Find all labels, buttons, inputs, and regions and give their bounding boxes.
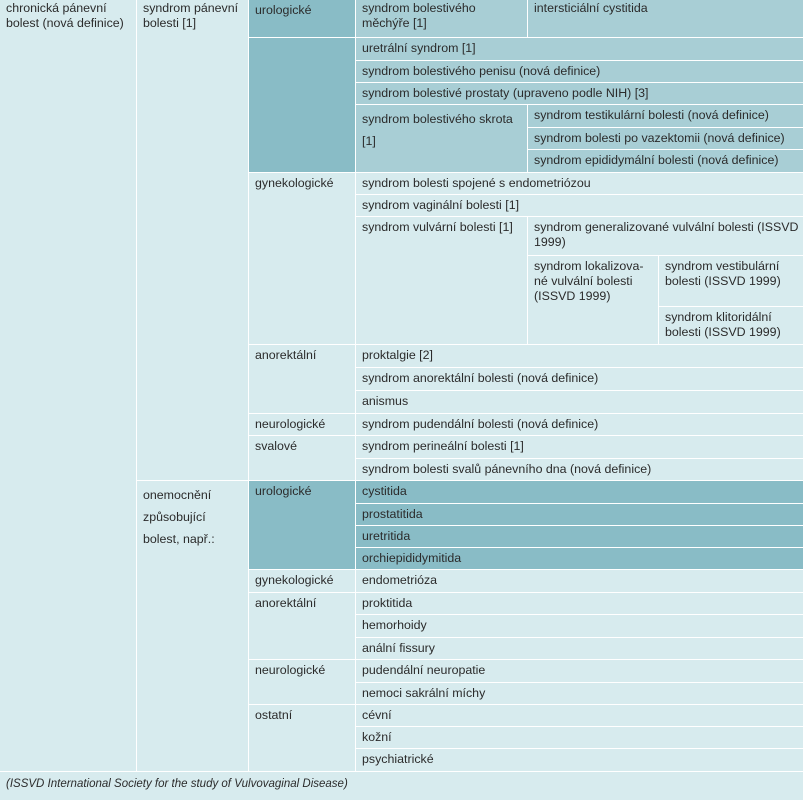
col1-cell: chronická pánevní bolest (nová definice) bbox=[0, 0, 137, 772]
bolestiveho-skrota-cell: syndrom bolestivého skrota [1] bbox=[356, 105, 528, 173]
bolestiveho-penisu-cell: syndrom bolestivého penisu (nová definice) bbox=[356, 61, 804, 83]
po-vazektomii-cell: syndrom bolesti po vazektomii (nová definice) bbox=[528, 128, 804, 150]
anorektalni-label-2: anorektální bbox=[249, 593, 356, 660]
bolestive-prostaty-cell: syndrom bolestivé prostaty (upraveno podle NIH) [3] bbox=[356, 83, 804, 105]
lokalizovane-vulvalni-cell: syndrom lokalizova-né vulvální bolesti (ISSVD 1999) bbox=[528, 256, 659, 345]
bolestiveho-mechyre-cell: syndrom bolestivého měchýře [1] bbox=[356, 0, 528, 38]
prostatitida-cell: prostatitida bbox=[356, 504, 804, 526]
anorektalni-bolesti-cell: syndrom anorektální bolesti (nová definice) bbox=[356, 368, 804, 391]
svalove-label: svalové bbox=[249, 436, 356, 481]
proktitida-cell: proktitida bbox=[356, 593, 804, 615]
pudendalni-bolesti-cell: syndrom pudendální bolesti (nová definice) bbox=[356, 414, 804, 436]
anorektalni-label: anorektální bbox=[249, 345, 356, 414]
proktalgie-cell: proktalgie [2] bbox=[356, 345, 804, 368]
vestibularni-bolesti-cell: syndrom vestibulární bolesti (ISSVD 1999) bbox=[659, 256, 804, 307]
orchiepididymitida-cell: orchiepididymitida bbox=[356, 548, 804, 570]
klitoridalni-bolesti-cell: syndrom klitoridální bolesti (ISSVD 1999) bbox=[659, 307, 804, 345]
footnote: (ISSVD International Society for the study of Vulvovaginal Disease) bbox=[0, 772, 804, 800]
epididymalni-bolesti-cell: syndrom epididymální bolesti (nová definice) bbox=[528, 150, 804, 173]
neurologicke-label-2: neurologické bbox=[249, 660, 356, 705]
urologicke-fill bbox=[249, 38, 356, 173]
psychiatricke-cell: psychiatrické bbox=[356, 749, 804, 772]
svalu-panevniho-dna-cell: syndrom bolesti svalů pánevního dna (nová definice) bbox=[356, 459, 804, 481]
uretritida-cell: uretritida bbox=[356, 526, 804, 548]
endometriozou-cell: syndrom bolesti spojené s endometriózou bbox=[356, 173, 804, 195]
kozni-cell: kožní bbox=[356, 727, 804, 749]
intersticialni-cystitida-cell: intersticiální cystitida bbox=[528, 0, 804, 38]
perinealni-bolesti-cell: syndrom perineální bolesti [1] bbox=[356, 436, 804, 459]
vaginalni-bolesti-cell: syndrom vaginální bolesti [1] bbox=[356, 195, 804, 217]
gynekologicke-label: gynekologické bbox=[249, 173, 356, 345]
col2-syndrom-cell: syndrom pánevní bolesti [1] bbox=[137, 0, 249, 481]
analni-fissury-cell: anální fissury bbox=[356, 638, 804, 660]
hemorhoidy-cell: hemorhoidy bbox=[356, 615, 804, 638]
cevni-cell: cévní bbox=[356, 705, 804, 727]
cystitida-cell: cystitida bbox=[356, 481, 804, 504]
ostatni-label: ostatní bbox=[249, 705, 356, 772]
sakralni-michy-cell: nemoci sakrální míchy bbox=[356, 683, 804, 705]
vulvarni-bolesti-cell: syndrom vulvární bolesti [1] bbox=[356, 217, 528, 345]
pudendalni-neuropatie-cell: pudendální neuropatie bbox=[356, 660, 804, 683]
endometrioza-cell: endometrióza bbox=[356, 570, 804, 593]
gynekologicke-label-2: gynekologické bbox=[249, 570, 356, 593]
neurologicke-label: neurologické bbox=[249, 414, 356, 436]
col2-onemocneni-cell: onemocnění způsobující bolest, např.: bbox=[137, 481, 249, 772]
uretralni-syndrom-cell: uretrální syndrom [1] bbox=[356, 38, 804, 61]
urologicke-label: urologické bbox=[249, 0, 356, 38]
testikularni-bolesti-cell: syndrom testikulární bolesti (nová definice) bbox=[528, 105, 804, 128]
generalizovane-vulvalni-cell: syndrom generalizované vulvální bolesti (ISSVD 1999) bbox=[528, 217, 804, 256]
anismus-cell: anismus bbox=[356, 391, 804, 414]
urologicke-label-2: urologické bbox=[249, 481, 356, 570]
